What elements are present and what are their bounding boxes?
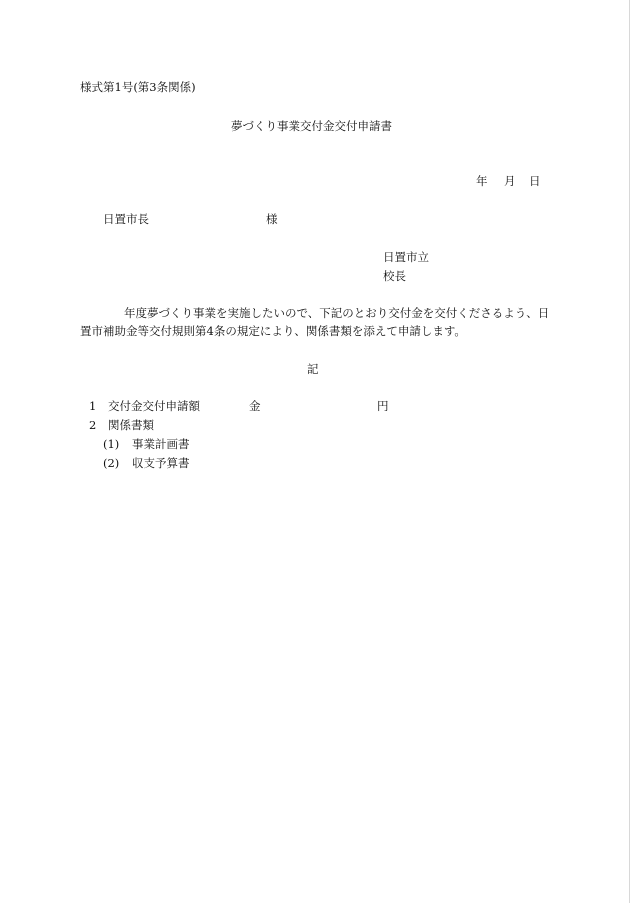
document-title: 夢づくり事業交付金交付申請書 bbox=[231, 119, 392, 133]
body-text: 年度夢づくり事業を実施したいので、下記のとおり交付金を交付くださるよう、日置市補助金等交付規則第4条の規定により、関係書類を添えて申請します。 bbox=[80, 306, 550, 338]
item-related-documents bbox=[89, 418, 154, 432]
applicant-org: 日置市立 bbox=[383, 250, 429, 264]
subitem-number: (1) bbox=[103, 437, 120, 451]
item-number: 1 bbox=[89, 399, 97, 413]
applicant-title: 校長 bbox=[383, 269, 406, 283]
item-number: 2 bbox=[89, 418, 97, 432]
subitem-label: 事業計画書 bbox=[132, 437, 190, 451]
addressee-suffix: 様 bbox=[266, 212, 278, 226]
subitem-label: 収支予算書 bbox=[132, 456, 190, 470]
subitem-budget bbox=[103, 456, 190, 470]
date-year: 年 bbox=[476, 174, 488, 188]
date-day: 日 bbox=[529, 174, 541, 188]
form-number: 様式第1号(第3条関係) bbox=[80, 80, 196, 94]
date-line bbox=[476, 174, 541, 188]
item-application-amount bbox=[89, 399, 200, 413]
amount-en-label: 円 bbox=[377, 399, 389, 413]
ki-heading: 記 bbox=[307, 362, 319, 376]
date-month: 月 bbox=[504, 174, 516, 188]
subitem-number: (2) bbox=[103, 456, 120, 470]
item-label: 交付金交付申請額 bbox=[108, 399, 200, 413]
amount-kin-label: 金 bbox=[249, 399, 261, 413]
addressee: 日置市長 bbox=[103, 212, 149, 226]
subitem-business-plan bbox=[103, 437, 190, 451]
item-label: 関係書類 bbox=[108, 418, 154, 432]
